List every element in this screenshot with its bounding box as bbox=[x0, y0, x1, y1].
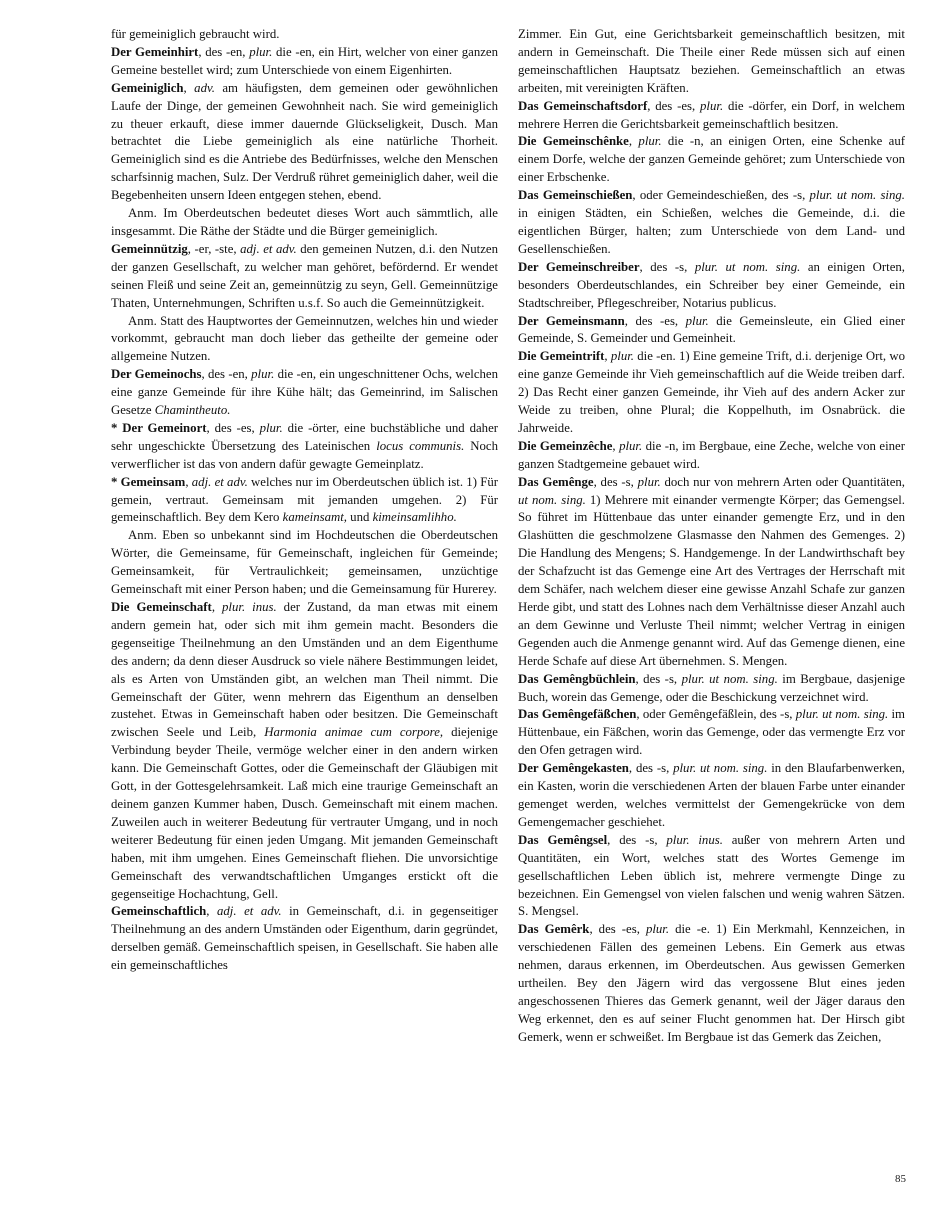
entry-grammar-note: plur. bbox=[251, 367, 275, 382]
entry-grammar-note: plur. bbox=[610, 349, 634, 364]
entry-text: , oder Gemêngefäßlein, des -s, bbox=[636, 707, 796, 722]
entry-text: 1) Mehrere mit einander vermengte Körper; das Gemengsel. So führet im Hüttenbaue das unter einander gemengte Erz, und in den Glashütten die geschmolzene Glasmasse den Nahmen des Gemenges. 2) Die Handlung des Mengens; S. Handgemenge. In der Landwirthschaft bey der Schafzucht ist das Gemenge eine Art des Vertrages der Herrschaft mit dem Schäfer, nach welchem dieser eine gewisse Anzahl Schafe zur ganzen Herde gibt, und statt des Lohnes nach dem Verhältnisse dieser Anzahl auch an dem Gewinne und Verluste Theil nimmt; welcher Vertrag in einigen Gegenden auch die Anmenge genannt wird. Auf das Gemenge dienen, eine Herde Schafe auf diese Art übernehmen. S. Mengen. bbox=[518, 492, 905, 668]
entry-text: im Hüttenbaue, ein Fäßchen, worin das Gemenge, oder das vermengte Erz vor den Ofen getragen wird. bbox=[518, 707, 905, 758]
page-number: 85 bbox=[895, 1173, 906, 1185]
entry-text: die -en, ein ungeschnittener Ochs, welchen eine ganze Gemeinde für ihre Kühe hält; das Gemeinrind, im Salischen Gesetze bbox=[111, 367, 498, 418]
entry-text: , des -s, bbox=[639, 259, 695, 274]
entry-grammar-note: ut nom. sing. bbox=[518, 492, 586, 507]
entry-headword: Die Gemeinzêche bbox=[518, 438, 613, 453]
entry-text: die -en, ein Hirt, welcher von einer ganzen Gemeine bestellet wird; zum Unterschiede von einem Eigenhirten. bbox=[111, 44, 498, 77]
entry-text: , des -es, bbox=[647, 98, 701, 113]
entry-headword: Das Gemêngefäßchen bbox=[518, 707, 637, 722]
entry-text: die Gemeinsleute, ein Glied einer Gemeinde, S. Gemeinder und Gemeinheit. bbox=[518, 313, 905, 346]
dictionary-entry bbox=[518, 187, 905, 259]
dictionary-entry bbox=[111, 474, 498, 528]
dictionary-entry bbox=[518, 98, 905, 134]
entry-text: den gemeinen Nutzen, d.i. den Nutzen der ganzen Gesellschaft, zu welcher man gehöret, befördernd. Er wendet seinen Fleiß und seine Zeit an, gemeinnützig zu seyn, Gell. Gemeinnützige Thaten, Unternehmungen, Schriften u.s.f. So auch die Gemeinnützigkeit. bbox=[111, 241, 498, 310]
entry-grammar-note: adj. et adv. bbox=[191, 474, 248, 489]
entry-text: , des -es, bbox=[624, 313, 686, 328]
entry-headword: Der Gemeinsmann bbox=[518, 313, 625, 328]
entry-text: in einigen Städten, ein Schießen, welches die Gemeinde, d.i. die eigentlichen Bürger, halten; zum Unterschiede von dem Land- und Gesellenschießen. bbox=[518, 206, 905, 256]
entry-grammar-note: plur. ut nom. sing. bbox=[694, 259, 801, 274]
entry-text: in den Blaufarbenwerken, ein Kasten, worin die verschiedenen Arten der blauen Farbe unter einander gemenget werden, welches vermittelst der Gemengekrücke von dem Gemengemacher geschiehet. bbox=[518, 761, 905, 829]
dictionary-entry bbox=[111, 527, 498, 599]
entry-headword: Das Gemêngbüchlein bbox=[518, 671, 636, 686]
entry-text: welches nur im Oberdeutschen üblich ist. 1) Für gemein, vertraut. Gemeinsam mit jemanden umgehen. 2) Für gemeinschaftlich. Bey dem Kero bbox=[111, 474, 498, 525]
entry-grammar-note: plur. bbox=[259, 420, 283, 435]
entry-grammar-note: plur. bbox=[637, 474, 661, 489]
entry-text: Zimmer. Ein Gut, eine Gerichtsbarkeit gemeinschaftlich besitzen, mit andern in Gemeinschaft. Die Theile einer Rede müssen sich auf einen gemeinschaftlichen Hauptsatz beziehen. Gemeinschaftlich an etwas arbeiten, mit vereinigten Kräften. bbox=[518, 27, 905, 95]
entry-headword: Die Gemeinschênke bbox=[518, 134, 629, 149]
dictionary-entry bbox=[111, 80, 498, 205]
entry-headword: Der Gemeinschreiber bbox=[518, 259, 640, 274]
entry-text: , bbox=[185, 474, 192, 489]
entry-grammar-note: plur. bbox=[249, 44, 273, 59]
entry-grammar-note: kameinsamt, bbox=[282, 510, 347, 525]
entry-grammar-note: adj. et adv. bbox=[217, 904, 282, 919]
entry-text: , des -en, bbox=[198, 44, 250, 59]
dictionary-entry bbox=[518, 313, 905, 349]
entry-text: , bbox=[612, 438, 620, 453]
entry-text: die -en. 1) Eine gemeine Trift, d.i. derjenige Ort, wo eine ganze Gemeinde ihr Vieh gemeinschaftlich auf die Weide treiben darf. 2) Das Recht einer ganzen Gemeinde, ihr Vieh auf des andern Acker zur Weide zu treiben, ohne Plural; die Koppelhuth, im Osnabrück. die Jahrweide. bbox=[518, 349, 905, 435]
entry-text: , des -s, bbox=[635, 671, 682, 686]
entry-grammar-note: plur. ut nom. sing. bbox=[681, 671, 778, 686]
entry-grammar-note: plur. bbox=[619, 438, 643, 453]
entry-text: , bbox=[183, 80, 195, 95]
entry-grammar-note: plur. bbox=[638, 134, 662, 149]
entry-text: , bbox=[206, 904, 217, 919]
entry-text: , des -s, bbox=[607, 832, 667, 847]
dictionary-entry bbox=[518, 348, 905, 438]
entry-text: die -örter, eine buchstäbliche und daher sehr ungeschickte Übersetzung des Lateinischen bbox=[111, 420, 498, 453]
entry-headword: Das Gemêngsel bbox=[518, 832, 608, 847]
entry-headword: Die Gemeintrift bbox=[518, 349, 605, 364]
entry-text: an einigen Orten, besonders Oberdeutschlandes, ein Schreiber bey einer Gemeinde, ein Stadtschreiber, Pflegeschreiber, Notarius publicus. bbox=[518, 259, 905, 310]
entry-headword: Die Gemeinschaft bbox=[111, 600, 212, 614]
entry-text: außer von mehrern Arten und Quantitäten, ein Wort, welches statt des Wortes Gemenge im gesellschaftlichen Leben üblich ist, mehrere vermengte Dinge zu bezeichnen. Ein Gemengsel von vielen falschen und wenig wahren Sätzen. S. Mengsel. bbox=[518, 832, 905, 919]
entry-grammar-note: plur. bbox=[685, 313, 709, 328]
entry-headword: Der Gemeinochs bbox=[111, 367, 202, 382]
entry-text: diejenige Verbindung beyder Theile, vermöge welcher einer in den andern wirken kann. Die Gemeinschaft Gottes, oder die Gemeinschaft der Gläubigen mit Gott, in der Gottesgelehrsamkeit. Laß mich eine traurige Gemeinschaft an deinem ganzen Kummer haben, Dusch. Gemeinschaft mit einem machen. Zuweilen auch in weiterer Bedeutung für vertrauter Umgang, und in noch weiterer Bedeutung für einen jeden Umgang. Mit jemanden Gemeinschaft haben, mit ihm umgehen. Eines Gemeinschaft fliehen. Die unvorsichtige Gemeinschaft des verwandtschaftlichen Umganges erstickt oft die gegenseitige Hochachtung, Gell. bbox=[111, 725, 498, 901]
entry-text: Noch verwerflicher ist das von andern dafür gewagte Gemeinplatz. bbox=[111, 438, 498, 471]
entry-text: in Gemeinschaft, d.i. in gegenseitiger Theilnehmung an des andern Umständen oder Eigenthum, darin gegründet, derselben gemäß. Gemeinschaftlich speisen, in Gesellschaft. Sie haben alle ein gemeinschaftliches bbox=[111, 904, 498, 973]
dictionary-entry bbox=[111, 26, 498, 44]
entry-text: , des -es, bbox=[206, 420, 260, 435]
entry-headword: Das Gemênge bbox=[518, 474, 594, 489]
dictionary-entry bbox=[518, 133, 905, 187]
entry-text: , bbox=[211, 600, 223, 614]
entry-text: Anm. Eben so unbekannt sind im Hochdeutschen die Oberdeutschen Wörter, die Gemeinsame, für Gemeinschaft, ingleichen für Gemeinde; Gemeinsamkeit, für Vertraulichkeit; gemeinsamen, unzüchtige Gemeinschaft mit einer Person haben; und die Gemeinsamung für Hurerey. bbox=[111, 528, 498, 597]
dictionary-entry bbox=[518, 760, 905, 832]
entry-text: die -n, an einigen Orten, eine Schenke auf einem Dorfe, welche der ganzen Gemeinde gehöret; zum Unterschiede von einer Erbschenke. bbox=[518, 134, 905, 185]
entry-text: , des -en, bbox=[201, 367, 252, 382]
entry-text: , des -s, bbox=[628, 761, 674, 776]
entry-grammar-note: plur. ut nom. sing. bbox=[795, 707, 889, 722]
entry-text: , des -s, bbox=[593, 474, 638, 489]
entry-grammar-note: plur. bbox=[700, 98, 724, 113]
dictionary-entry bbox=[111, 205, 498, 241]
entry-grammar-note: plur. ut nom. sing. bbox=[809, 188, 905, 203]
entry-grammar-note: plur. inus. bbox=[666, 832, 723, 847]
entry-grammar-note: plur. inus. bbox=[222, 600, 277, 614]
entry-text: der Zustand, da man etwas mit einem andern gemein hat, oder sich mit ihm gemein macht. Besonders die gegenseitige Theilnehmung an den Umständen und an dem Eigenthume des andern; da denn dieser Ausdruck so viele nähere Bestimmungen leidet, als es Arten von Umständen gibt, an welchen man Theil nimmt. Die Gemeinschaft der Güter, wenn mehrern das Eigenthum an denselben zustehet. Etwas in Gemeinschaft haben oder besitzen. Die Gemeinschaft zwischen Seele und Leib, bbox=[111, 600, 498, 740]
entry-grammar-note: adv. bbox=[194, 80, 215, 95]
dictionary-entry bbox=[518, 671, 905, 707]
dictionary-entry bbox=[518, 706, 905, 760]
entry-text: , des -es, bbox=[589, 922, 646, 937]
entry-text: , -er, -ste, bbox=[187, 241, 241, 256]
entry-headword: Das Gemeinschießen bbox=[518, 188, 633, 203]
entry-text: , bbox=[628, 134, 639, 149]
entry-text: , oder Gemeindeschießen, des -s, bbox=[632, 188, 810, 203]
dictionary-entry bbox=[111, 420, 498, 474]
left-column bbox=[111, 26, 498, 1174]
right-column bbox=[518, 26, 905, 1174]
entry-headword: Der Gemêngekasten bbox=[518, 761, 629, 776]
entry-headword: Gemeinschaftlich bbox=[111, 904, 207, 919]
entry-text: doch nur von mehrern Arten oder Quantitäten, bbox=[660, 474, 905, 489]
entry-headword: Der Gemeinhirt bbox=[111, 44, 199, 59]
entry-text: die -dörfer, ein Dorf, in welchem mehrere Herren die Gerichtsbarkeit gemeinschaftlich besitzen. bbox=[518, 98, 905, 131]
dictionary-entry bbox=[111, 44, 498, 80]
dictionary-entry bbox=[518, 438, 905, 474]
entry-text: die -e. 1) Ein Merkmahl, Kennzeichen, in verschiedenen Fällen des gemeinen Lebens. Ein Gemerk aus etwas nehmen, daraus erkennen, im Oberdeutschen. Aus gewissen Gemerken urtheilen. Bey den Jägern wird das vergossene Blut eines jeden angeschossenen Thieres das Gemerk genannt, weil der Jäger daraus den Weg erkennet, den es auf seiner Flucht genommen hat. Der Hirsch gibt Gemerk, wenn er schweißet. Im Bergbaue ist das Gemerk das Zeichen, bbox=[518, 922, 905, 1044]
entry-text: und bbox=[346, 510, 373, 525]
dictionary-entry bbox=[111, 241, 498, 313]
entry-text: im Bergbaue, dasjenige Buch, worein das Gemenge, oder die Beschickung verzeichnet wird. bbox=[518, 671, 905, 704]
dictionary-entry bbox=[111, 366, 498, 420]
entry-headword: * Der Gemeinort bbox=[111, 420, 207, 435]
dictionary-entry bbox=[518, 921, 905, 1046]
entry-headword: Das Gemeinschaftsdorf bbox=[518, 98, 648, 113]
entry-grammar-note: plur. ut nom. sing. bbox=[673, 761, 768, 776]
entry-text: Anm. Im Oberdeutschen bedeutet dieses Wort auch sämmtlich, alle insgesammt. Die Räthe der Städte und die Bürger gemeiniglich. bbox=[111, 206, 498, 238]
entry-headword: * Gemeinsam bbox=[111, 474, 186, 489]
dictionary-entry bbox=[518, 26, 905, 98]
entry-grammar-note: adj. et adv. bbox=[240, 241, 297, 256]
entry-text: Anm. Statt des Hauptwortes der Gemeinnutzen, welches hin und wieder vorkommt, gebraucht man doch lieber das getheilte der gemeine oder allgemeine Nutzen. bbox=[111, 313, 498, 364]
dictionary-entry bbox=[518, 259, 905, 313]
entry-grammar-note: plur. bbox=[645, 922, 670, 937]
entry-grammar-note: Chamintheuto. bbox=[154, 403, 231, 418]
entry-grammar-note: Harmonia animae cum corpore, bbox=[264, 725, 444, 740]
dictionary-entry bbox=[111, 599, 498, 903]
entry-text: für gemeiniglich gebraucht wird. bbox=[111, 27, 280, 41]
entry-text: die -n, im Bergbaue, eine Zeche, welche von einer ganzen Stadtgemeine gebauet wird. bbox=[518, 438, 905, 471]
entry-grammar-note: kimeinsamlihho. bbox=[372, 510, 457, 525]
dictionary-entry bbox=[111, 313, 498, 367]
entry-headword: Gemeiniglich bbox=[111, 80, 184, 95]
entry-grammar-note: locus communis. bbox=[376, 438, 465, 453]
dictionary-entry bbox=[111, 903, 498, 975]
dictionary-entry bbox=[518, 474, 905, 671]
entry-text: am häufigsten, dem gemeinen oder gewöhnlichen Laufe der Dinge, der gemeinen Gewohnheit nach. Sie wird gemeiniglich zu theuer erkauft, diese immer dauernde Glückseligkeit, Dusch. Man betrachtet die Liebe gemeiniglich als eine natürliche Thorheit. Gemeiniglich sind es die Antriebe des Bedürfnisses, welche den Menschen scharfsinnig machen, Sulz. Der Verdruß rühret gemeiniglich daher, weil die Begebenheiten unsern Ideen entgegen stehen, ebend. bbox=[111, 80, 498, 203]
dictionary-entry bbox=[518, 832, 905, 922]
entry-headword: Das Gemêrk bbox=[518, 922, 590, 937]
entry-headword: Gemeinnützig bbox=[111, 241, 188, 256]
entry-text: , bbox=[604, 349, 611, 364]
